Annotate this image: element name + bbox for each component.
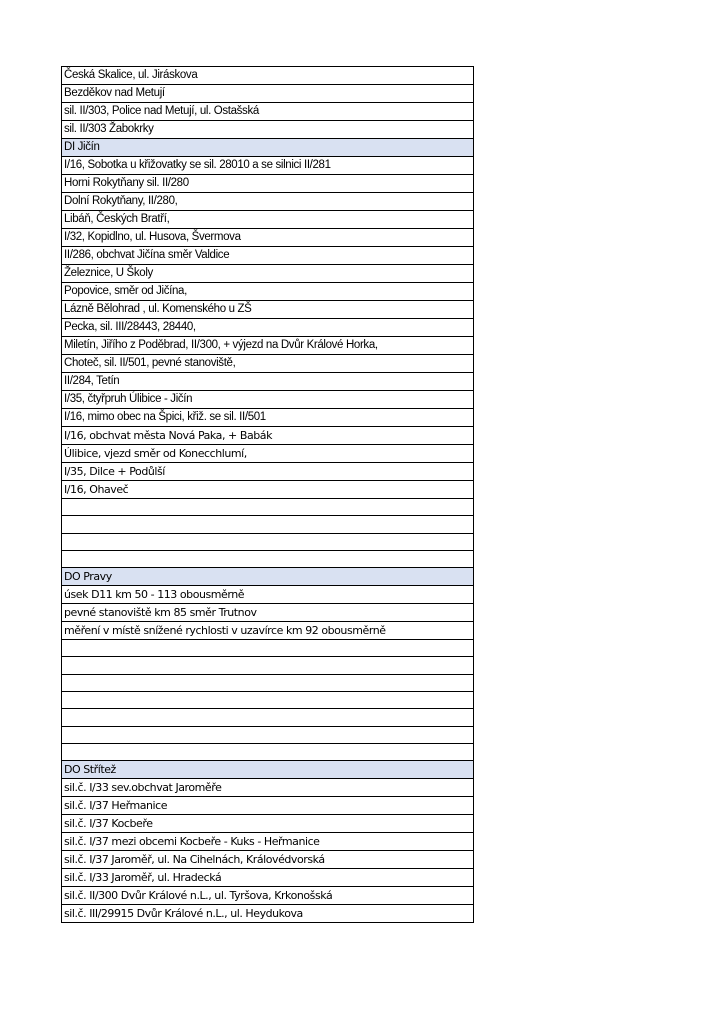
table-cell: Lázně Bělohrad , ul. Komenského u ZŠ <box>62 301 474 319</box>
table-cell: Dolní Rokytňany, II/280, <box>62 193 474 211</box>
table-row <box>62 319 474 337</box>
table-cell: II/286, obchvat Jičína směr Valdice <box>62 247 474 265</box>
table-row <box>62 833 474 851</box>
empty-row <box>62 550 474 567</box>
section-header-cell: DI Jičín <box>62 139 474 157</box>
table-row <box>62 175 474 193</box>
table-row <box>62 622 474 640</box>
table-cell: I/35, čtyřpruh Úlibice - Jičín <box>62 391 474 409</box>
table-row <box>62 869 474 887</box>
table-cell: I/16, mimo obec na Špici, křiž. se sil. II/501 <box>62 409 474 427</box>
table-cell <box>62 499 474 516</box>
section-header-cell: DO Pravy <box>62 568 474 586</box>
table-row <box>62 481 474 499</box>
empty-row <box>62 533 474 550</box>
table-cell: I/16, Sobotka u křižovatky se sil. 28010 a se silnici II/281 <box>62 157 474 175</box>
table-cell <box>62 533 474 550</box>
table-cell <box>62 709 474 726</box>
table-row <box>62 85 474 103</box>
table-cell: sil. II/303 Žabokrky <box>62 121 474 139</box>
table-cell: pevné stanoviště km 85 směr Trutnov <box>62 604 474 622</box>
table-row <box>62 445 474 463</box>
table-cell: Miletín, Jiřího z Poděbrad, II/300, + výjezd na Dvůr Králové Horka, <box>62 337 474 355</box>
table-row <box>62 229 474 247</box>
table-cell <box>62 657 474 674</box>
table-cell: sil.č. I/33 Jaroměř, ul. Hradecká <box>62 869 474 887</box>
table-row <box>62 779 474 797</box>
table-cell: sil.č. III/29915 Dvůr Králové n.L., ul. Heydukova <box>62 905 474 923</box>
table-row <box>62 586 474 604</box>
table-cell <box>62 640 474 657</box>
table-cell: I/32, Kopidlno, ul. Husova, Švermova <box>62 229 474 247</box>
table-cell: měření v místě snížené rychlosti v uzavírce km 92 obousměrně <box>62 622 474 640</box>
table-row <box>62 211 474 229</box>
table-cell: Česká Skalice, ul. Jiráskova <box>62 67 474 85</box>
table-cell: I/16, Ohaveč <box>62 481 474 499</box>
table-row <box>62 815 474 833</box>
table-cell: I/16, obchvat města Nová Paka, + Babák <box>62 427 474 445</box>
table-row <box>62 121 474 139</box>
table-cell: sil.č. II/300 Dvůr Králové n.L., ul. Tyršova, Krkonošská <box>62 887 474 905</box>
empty-row <box>62 674 474 691</box>
table-body <box>62 67 474 923</box>
table-cell: sil.č. I/33 sev.obchvat Jaroměře <box>62 779 474 797</box>
table-cell <box>62 692 474 709</box>
table-row <box>62 391 474 409</box>
section-header-row <box>62 568 474 586</box>
table-cell: II/284, Tetín <box>62 373 474 391</box>
table-row <box>62 157 474 175</box>
table-row <box>62 905 474 923</box>
section-header-cell: DO Střítež <box>62 761 474 779</box>
table-row <box>62 463 474 481</box>
table-cell <box>62 516 474 533</box>
table-cell: Choteč, sil. II/501, pevné stanoviště, <box>62 355 474 373</box>
table-row <box>62 67 474 85</box>
table-cell <box>62 674 474 691</box>
table-cell: Popovice, směr od Jičína, <box>62 283 474 301</box>
empty-row <box>62 743 474 760</box>
section-header-row <box>62 761 474 779</box>
table-row <box>62 373 474 391</box>
table-cell: Pecka, sil. III/28443, 28440, <box>62 319 474 337</box>
table-row <box>62 301 474 319</box>
table-cell: Bezděkov nad Metují <box>62 85 474 103</box>
table-row <box>62 193 474 211</box>
empty-row <box>62 657 474 674</box>
empty-row <box>62 640 474 657</box>
table-row <box>62 337 474 355</box>
table-row <box>62 265 474 283</box>
section-header-row <box>62 139 474 157</box>
table-row <box>62 355 474 373</box>
empty-row <box>62 726 474 743</box>
table-row <box>62 887 474 905</box>
table-cell: Železnice, U Školy <box>62 265 474 283</box>
table-cell: Horni Rokytňany sil. II/280 <box>62 175 474 193</box>
empty-row <box>62 692 474 709</box>
table-cell: Libáň, Českých Bratří, <box>62 211 474 229</box>
table-row <box>62 409 474 427</box>
empty-row <box>62 709 474 726</box>
table-row <box>62 283 474 301</box>
table-cell: úsek D11 km 50 - 113 obousměrně <box>62 586 474 604</box>
table-row <box>62 851 474 869</box>
table-cell <box>62 743 474 760</box>
table-cell: sil.č. I/37 mezi obcemi Kocbeře - Kuks - Heřmanice <box>62 833 474 851</box>
empty-row <box>62 499 474 516</box>
table-cell <box>62 726 474 743</box>
table-cell: sil.č. I/37 Kocbeře <box>62 815 474 833</box>
table-row <box>62 103 474 121</box>
table-cell <box>62 550 474 567</box>
empty-row <box>62 516 474 533</box>
table-row <box>62 604 474 622</box>
table-cell: I/35, Dilce + Podůlší <box>62 463 474 481</box>
table-row <box>62 247 474 265</box>
table-cell: sil.č. I/37 Jaroměř, ul. Na Cihelnách, Královédvorská <box>62 851 474 869</box>
table-cell: sil. II/303, Police nad Metují, ul. Ostašská <box>62 103 474 121</box>
table-row <box>62 427 474 445</box>
table-cell: sil.č. I/37 Heřmanice <box>62 797 474 815</box>
table-row <box>62 797 474 815</box>
location-table <box>61 66 474 923</box>
table-cell: Úlibice, vjezd směr od Konecchlumí, <box>62 445 474 463</box>
